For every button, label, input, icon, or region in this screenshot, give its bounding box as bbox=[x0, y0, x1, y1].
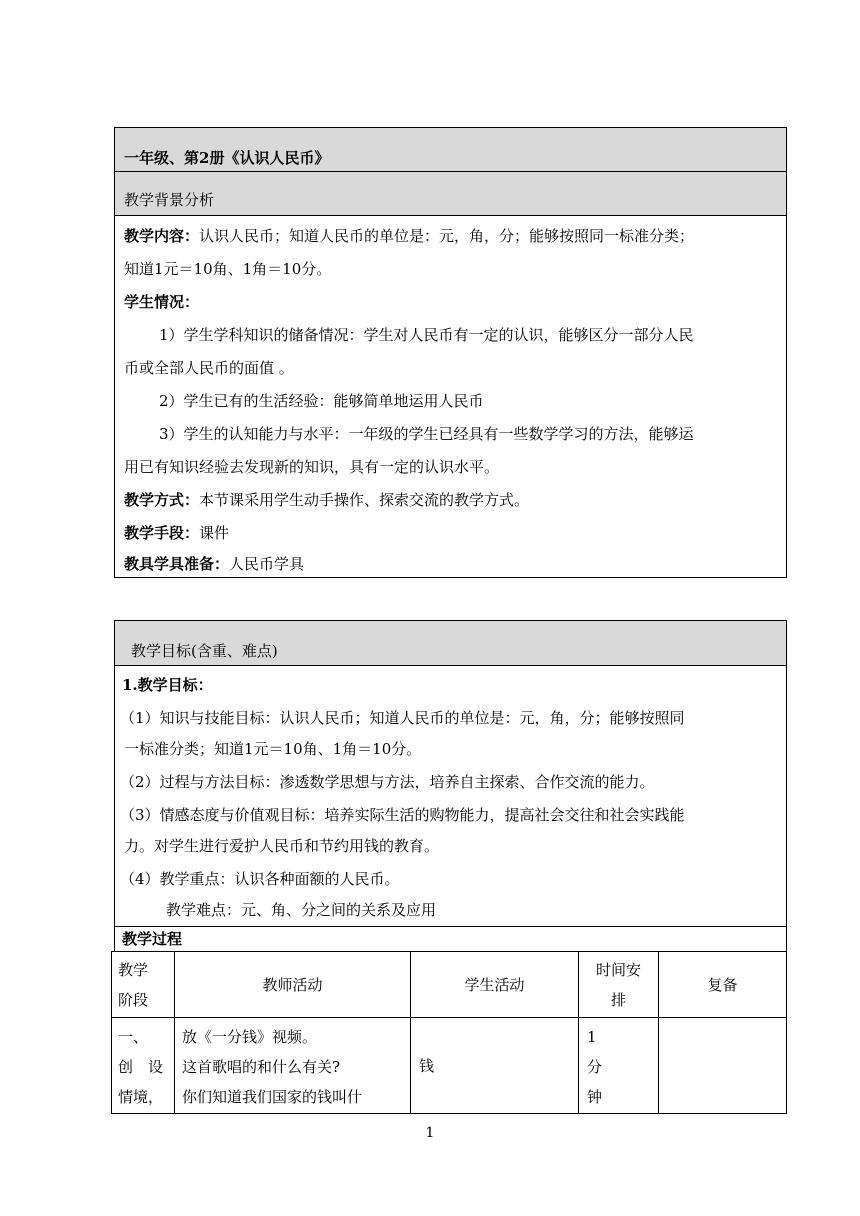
method-paragraph bbox=[124, 485, 529, 515]
process-table bbox=[111, 951, 787, 1114]
header-review: 复备 bbox=[659, 952, 787, 1018]
row1-review bbox=[659, 1018, 787, 1114]
tools-text: 人民币学具 bbox=[229, 555, 305, 573]
header-student: 学生活动 bbox=[411, 952, 579, 1018]
process-divider bbox=[115, 926, 786, 927]
goal-4: （4）教学重点：认识各种面额的人民币。 bbox=[120, 870, 400, 888]
student-item-1-line1: 1）学生学科知识的储备情况：学生对人民币有一定的认识，能够区分一部分人民 bbox=[159, 326, 694, 344]
header-time: 时间安 排 bbox=[579, 952, 659, 1018]
goal-3-line2: 力。对学生进行爱护人民币和节约用钱的教育。 bbox=[124, 837, 440, 855]
means-paragraph bbox=[124, 518, 229, 548]
background-subheader bbox=[115, 172, 786, 216]
student-item-3-line2: 用已有知识经验去发现新的知识，具有一定的认识水平。 bbox=[124, 458, 500, 476]
page-number: 1 bbox=[425, 1125, 435, 1141]
means-label: 教学手段： bbox=[124, 524, 200, 542]
tools-paragraph bbox=[124, 549, 304, 579]
content-label: 教学内容： bbox=[124, 227, 200, 245]
goal-2: （2）过程与方法目标：渗透数学思想与方法，培养自主探索、合作交流的能力。 bbox=[120, 773, 655, 791]
content-paragraph bbox=[124, 221, 694, 251]
process-table-header-row bbox=[112, 952, 787, 1018]
row1-stage: 一、 创 设 情境， bbox=[112, 1018, 175, 1114]
lesson-title: 一年级、第2册《认识人民币》 bbox=[124, 149, 330, 167]
table-row bbox=[112, 1018, 787, 1114]
background-analysis-section bbox=[114, 127, 787, 578]
goal-1-line1: （1）知识与技能目标：认识人民币；知道人民币的单位是：元，角，分；能够按照同 bbox=[120, 709, 685, 727]
header-teacher: 教师活动 bbox=[175, 952, 411, 1018]
background-subheader-label: 教学背景分析 bbox=[124, 191, 215, 209]
process-label: 教学过程 bbox=[122, 930, 183, 948]
goals-header bbox=[115, 621, 786, 666]
goals-header-label: 教学目标(含重、难点) bbox=[131, 642, 278, 660]
row1-time: 1 分 钟 bbox=[579, 1018, 659, 1114]
means-text: 课件 bbox=[199, 524, 230, 542]
student-item-3-line1: 3）学生的认知能力与水平：一年级的学生已经具有一些数学学习的方法，能够运 bbox=[159, 425, 694, 443]
difficulty: 教学难点：元、角、分之间的关系及应用 bbox=[166, 901, 437, 919]
tools-label: 教具学具准备： bbox=[124, 555, 230, 573]
content-line2: 知道1元＝10角、1角＝10分。 bbox=[124, 260, 332, 278]
header-stage: 教学 阶段 bbox=[112, 952, 175, 1018]
goal-3-line1: （3）情感态度与价值观目标：培养实际生活的购物能力，提高社会交往和社会实践能 bbox=[120, 806, 685, 824]
student-item-2: 2）学生已有的生活经验：能够简单地运用人民币 bbox=[159, 392, 484, 410]
student-item-1-line2: 币或全部人民币的面值 。 bbox=[124, 359, 294, 377]
method-text: 本节课采用学生动手操作、探索交流的教学方式。 bbox=[199, 491, 530, 509]
goal-1-line2: 一标准分类；知道1元＝10角、1角＝10分。 bbox=[124, 740, 422, 758]
student-label: 学生情况： bbox=[124, 293, 200, 311]
row1-teacher: 放《一分钱》视频。 这首歌唱的和什么有关? 你们知道我们国家的钱叫什 bbox=[175, 1018, 411, 1114]
teaching-goals-section bbox=[114, 620, 787, 952]
content-line1: 认识人民币；知道人民币的单位是：元，角，分；能够按照同一标准分类； bbox=[199, 227, 695, 245]
goals-label: 1.教学目标： bbox=[122, 676, 213, 694]
row1-student: 钱 bbox=[411, 1018, 579, 1114]
lesson-title-header bbox=[115, 128, 786, 172]
method-label: 教学方式： bbox=[124, 491, 200, 509]
